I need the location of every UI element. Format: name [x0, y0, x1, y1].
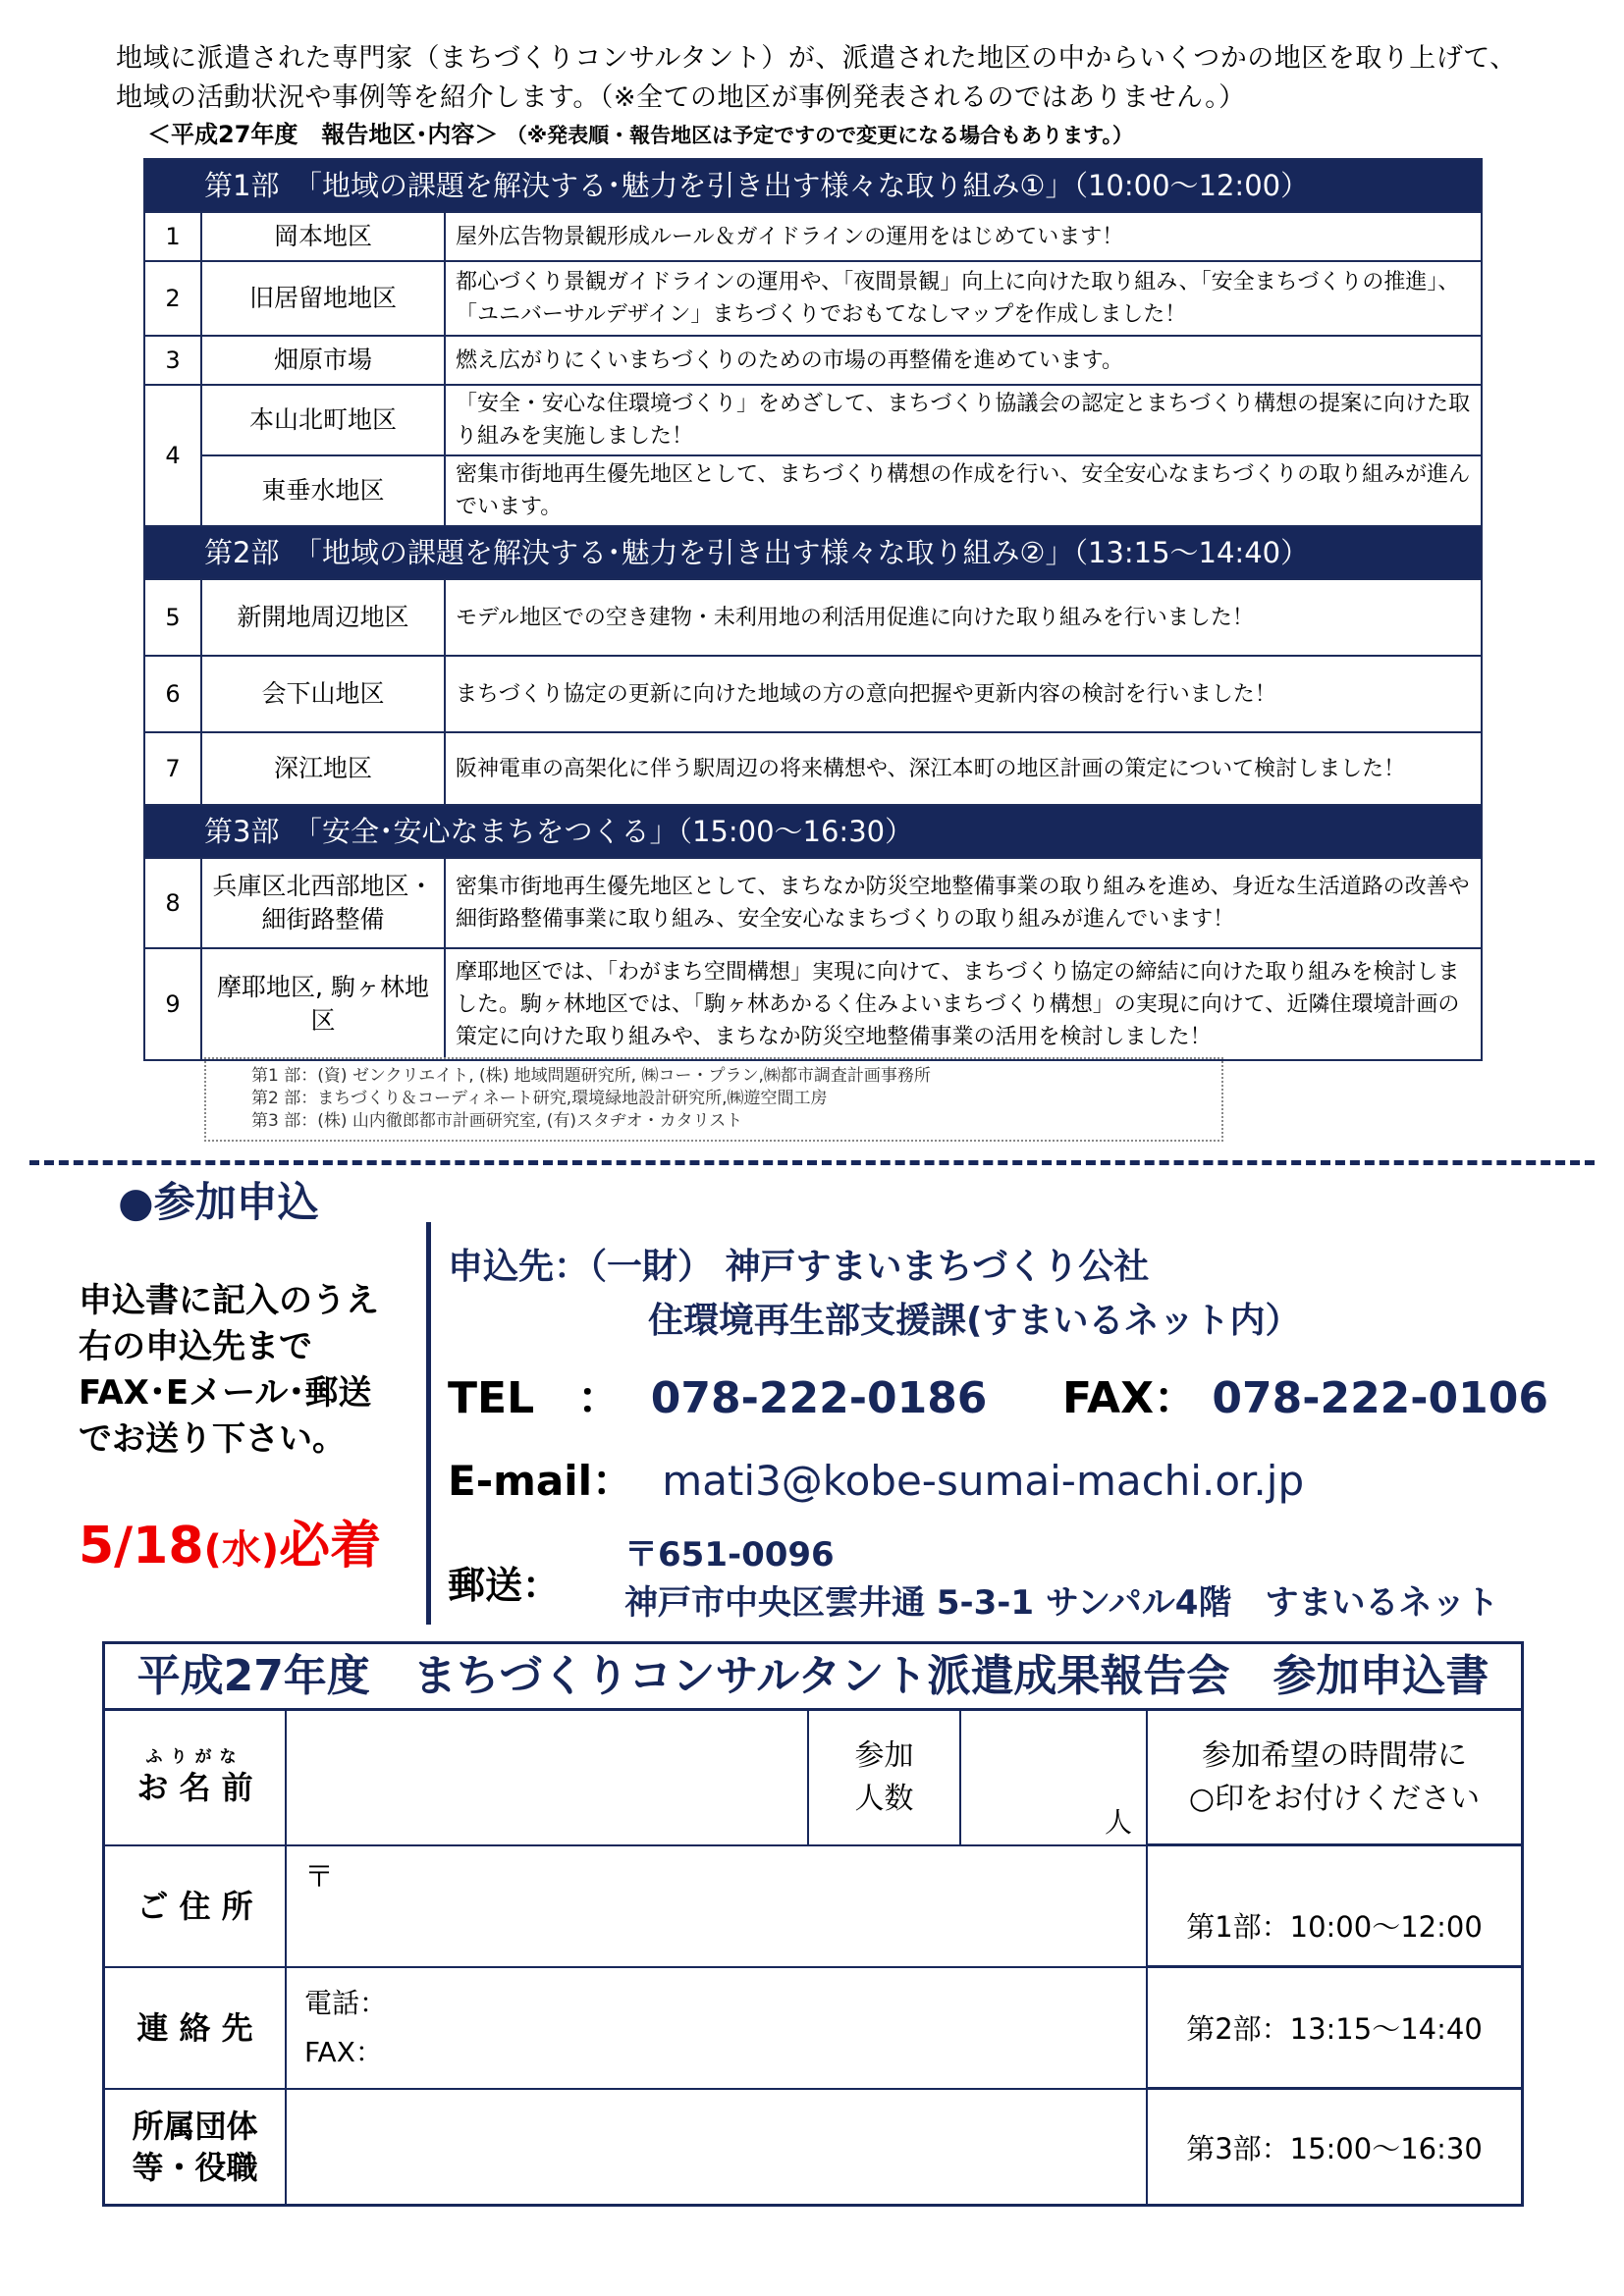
postal-line — [448, 1527, 1498, 1624]
contact-label: 連 絡 先 — [105, 1968, 287, 2090]
row-description: 阪神電車の高架化に伴う駅周辺の将来構想や、深江本町の地区計画の策定について検討しました！ — [445, 732, 1482, 805]
intro-text: 地域に派遣された専門家（まちづくりコンサルタント）が、派遣された地区の中からいくつかの地区を取り上げて、地域の活動状況や事例等を紹介します。（※全ての地区が事例発表されるのではありません。） — [116, 43, 1517, 113]
zip-mark: 〒 — [304, 1860, 334, 1895]
row-number: 3 — [144, 336, 201, 385]
deadline-date: 5/18 — [79, 1517, 204, 1575]
table-row — [144, 455, 1482, 526]
email-line — [448, 1449, 1304, 1508]
row-number: 8 — [144, 858, 201, 948]
fax-label: FAX： — [1062, 1373, 1198, 1423]
post-label: 郵送： — [448, 1564, 561, 1607]
part-header — [144, 526, 1482, 579]
address-label: ご 住 所 — [105, 1846, 287, 1968]
row-area: 東垂水地区 — [201, 455, 445, 526]
deadline-suffix: 必着 — [279, 1517, 382, 1575]
row-description: 「安全・安心な住環境づくり」をめざして、まちづくり協議会の認定とまちづくり構想の提案に向けた取り組みを実施しました！ — [445, 385, 1482, 455]
cut-line — [29, 1160, 1595, 1165]
row-number: 7 — [144, 732, 201, 805]
row-description: 屋外広告物景観形成ルール＆ガイドラインの運用をはじめています！ — [445, 212, 1482, 261]
row-description: 密集市街地再生優先地区として、まちなか防災空地整備事業の取り組みを進め、身近な生活道路の改善や細街路整備事業に取り組み、安全安心なまちづくりの取り組みが進んでいます！ — [445, 858, 1482, 948]
name-label-cell — [105, 1711, 287, 1846]
time-header-line: 参加希望の時間帯に — [1202, 1737, 1467, 1773]
part-title: 第1部 「地域の課題を解決する･魅力を引き出す様々な取り組み①」（10:00～12:00） — [144, 159, 1482, 212]
form-title: 平成27年度 まちづくりコンサルタント派遣成果報告会 参加申込書 — [105, 1644, 1521, 1711]
row-description: モデル地区での空き建物・未利用地の利活用促進に向けた取り組みを行いました！ — [445, 579, 1482, 656]
name-label: お 名 前 — [136, 1769, 253, 1806]
org-label: 所属団体 — [132, 2108, 258, 2145]
name-ruby: ふりがな — [145, 1747, 244, 1767]
fax-number[interactable]: 078-222-0106 — [1212, 1373, 1549, 1423]
email-label: E-mail： — [448, 1457, 634, 1505]
bullet-icon: ● — [118, 1178, 154, 1226]
row-area: 兵庫区北西部地区・細街路整備 — [201, 858, 445, 948]
row-number: 2 — [144, 261, 201, 336]
part-title: 第2部 「地域の課題を解決する･魅力を引き出す様々な取り組み②」（13:15～14:40） — [144, 526, 1482, 579]
row-area: 会下山地区 — [201, 656, 445, 732]
row-number: 1 — [144, 212, 201, 261]
table-row — [144, 579, 1482, 656]
row-area: 本山北町地区 — [201, 385, 445, 455]
instruction-line: 申込書に記入のうえ — [79, 1281, 379, 1320]
org-input[interactable] — [287, 2090, 1148, 2204]
tel-number[interactable]: 078-222-0186 — [650, 1373, 988, 1423]
time-option-3[interactable]: 第3部：15:00～16:30 — [1186, 2131, 1483, 2165]
contact-input[interactable] — [287, 1968, 1148, 2090]
subheading-note: （※発表順・報告地区は予定ですので変更になる場合もあります。） — [506, 124, 1133, 147]
row-description: 都心づくり景観ガイドラインの運用や、「夜間景観」向上に向けた取り組み、「安全まちづくりの推進」、「ユニバーサルデザイン」まちづくりでおもてなしマップを作成しました！ — [445, 261, 1482, 336]
row-number: 6 — [144, 656, 201, 732]
count-unit: 人 — [1104, 1806, 1132, 1839]
row-area: 畑原市場 — [201, 336, 445, 385]
row-area: 岡本地区 — [201, 212, 445, 261]
name-input[interactable] — [287, 1711, 809, 1846]
destination-dept: 住環境再生部支援課(すまいるネット内） — [648, 1301, 1301, 1341]
divider — [426, 1222, 431, 1625]
row-number: 4 — [144, 385, 201, 526]
credit-line: 第1 部：(資) ゼンクリエイト, (株) 地域問題研究所, ㈱コー・プラン,㈱都市調査計画事務所 — [251, 1066, 931, 1086]
count-label: 人数 — [854, 1782, 914, 1816]
time-header — [1148, 1711, 1521, 1846]
destination-org — [448, 1239, 1149, 1289]
tel-label: TEL ： — [448, 1373, 622, 1423]
credit-line: 第2 部：まちづくり＆コーディネート研究,環境緑地設計研究所,㈱遊空間工房 — [251, 1089, 828, 1108]
count-label-cell — [809, 1711, 961, 1846]
row-description: まちづくり協定の更新に向けた地域の方の意向把握や更新内容の検討を行いました！ — [445, 656, 1482, 732]
row-number: 9 — [144, 948, 201, 1060]
instruction-line: 右の申込先まで — [79, 1327, 312, 1366]
row-area: 深江地区 — [201, 732, 445, 805]
part-header — [144, 805, 1482, 858]
instruction-line: FAX･Eメール･郵送 — [79, 1373, 372, 1413]
row-description: 密集市街地再生優先地区として、まちづくり構想の作成を行い、安全安心なまちづくりの取り組みが進んでいます。 — [445, 455, 1482, 526]
address-input[interactable] — [287, 1846, 1148, 1968]
table-row — [144, 656, 1482, 732]
row-number: 5 — [144, 579, 201, 656]
apply-instruction — [79, 1278, 432, 1463]
destination-org-name: （一財） 神戸すまいまちづくり公社 — [589, 1247, 1150, 1287]
table-row — [144, 261, 1482, 336]
deadline — [79, 1504, 381, 1577]
table-row — [144, 948, 1482, 1060]
row-area: 旧居留地地区 — [201, 261, 445, 336]
program-table — [143, 158, 1483, 1061]
phone-label: 電話： — [304, 1987, 388, 2019]
apply-heading-text: 参加申込 — [153, 1178, 319, 1226]
row-description: 摩耶地区では、「わがまち空間構想」実現に向けて、まちづくり協定の締結に向けた取り組みを検討しました。駒ヶ林地区では、「駒ヶ林あかるく住みよいまちづくり構想」の実現に向けて、近隣住環境計画の策定に向けた取り組みや、まちなか防災空地整備事業の活用を検討しました！ — [445, 948, 1482, 1060]
time-header-line: ○印をお付けください — [1188, 1781, 1481, 1816]
fax-field-label: FAX： — [304, 2036, 383, 2068]
row-area: 新開地周辺地区 — [201, 579, 445, 656]
org-label: 等・役職 — [132, 2149, 258, 2186]
time-option-1[interactable]: 第1部：10:00～12:00 — [1148, 1846, 1521, 1968]
row-description: 燃え広がりにくいまちづくりのための市場の再整備を進めています。 — [445, 336, 1482, 385]
deadline-day: (水) — [203, 1527, 280, 1573]
application-form — [102, 1641, 1524, 2207]
table-row — [144, 385, 1482, 455]
part-title: 第3部 「安全･安心なまちをつくる」（15:00～16:30） — [144, 805, 1482, 858]
post-address: 神戸市中央区雲井通 5-3-1 サンパル4階 すまいるネット — [624, 1583, 1499, 1623]
credit-line: 第3 部：(株) 山内徹郎都市計画研究室, (有)スタヂオ・カタリスト — [251, 1111, 743, 1131]
report-subheading — [147, 118, 1453, 152]
table-row — [144, 732, 1482, 805]
post-zip: 〒651-0096 — [624, 1535, 835, 1575]
credits-box — [204, 1057, 1223, 1142]
destination-label: 申込先： — [448, 1247, 590, 1287]
table-row — [144, 212, 1482, 261]
subheading-title: ＜平成27年度 報告地区･内容＞ — [147, 121, 499, 148]
part-header — [144, 159, 1482, 212]
row-area: 摩耶地区, 駒ヶ林地区 — [201, 948, 445, 1060]
apply-heading — [118, 1170, 319, 1229]
table-row — [144, 858, 1482, 948]
time-option-2[interactable]: 第2部：13:15～14:40 — [1148, 1968, 1521, 2090]
table-row — [144, 336, 1482, 385]
instruction-line: でお送り下さい。 — [79, 1419, 346, 1459]
org-label-cell — [105, 2090, 287, 2204]
count-input[interactable] — [961, 1711, 1148, 1846]
email-link[interactable]: mati3@kobe-sumai-machi.or.jp — [662, 1457, 1305, 1505]
tel-line — [448, 1362, 1548, 1425]
count-label: 参加 — [854, 1738, 914, 1773]
